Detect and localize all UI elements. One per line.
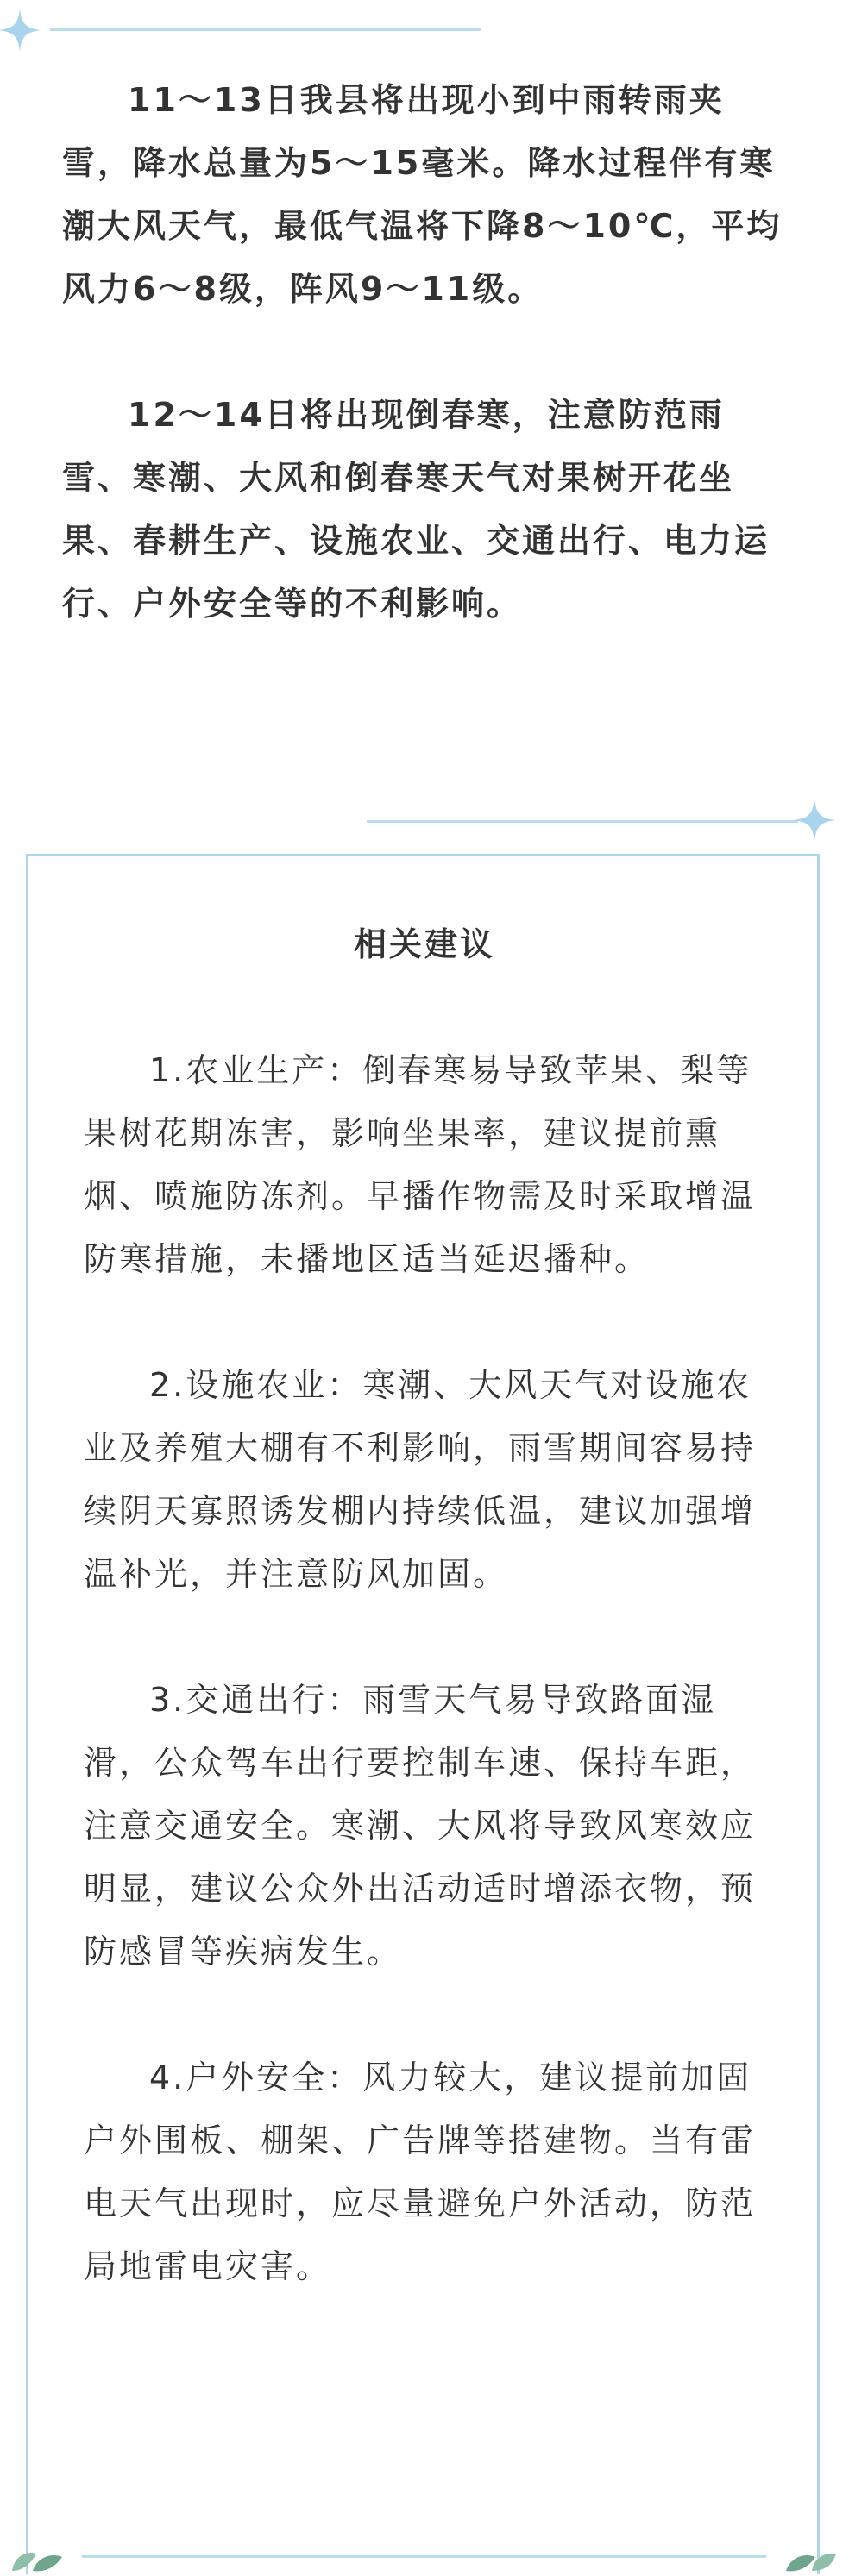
middle-divider-line [367, 820, 798, 823]
intro-paragraph: 12～14日将出现倒春寒，注意防范雨雪、寒潮、大风和倒春寒天气对果树开花坐果、春耕生产、设施农业、交通出行、电力运行、户外安全等的不利影响。 [62, 396, 770, 623]
advice-item: 3.交通出行：雨雪天气易导致路面湿滑，公众驾车出行要控制车速、保持车距，注意交通安全。寒潮、大风将导致风寒效应明显，建议公众外出活动适时增添衣物，预防感冒等疾病发生。 [84, 1681, 757, 1971]
top-divider-line [50, 28, 481, 31]
advice-title: 相关建议 [353, 925, 495, 963]
advice-item: 1.农业生产：倒春寒易导致苹果、梨等果树花期冻害，影响坐果率，建议提前熏烟、喷施防冻剂。早播作物需及时采取增温防寒措施，未播地区适当延迟播种。 [84, 1051, 757, 1278]
advice-item: 4.户外安全：风力较大，建议提前加固户外围板、棚架、广告牌等搭建物。当有雷电天气出现时，应尽量避免户外活动，防范局地雷电灾害。 [84, 2059, 757, 2285]
leaf-icon-left [7, 2540, 67, 2573]
bottom-divider-line [82, 2555, 766, 2558]
advice-item: 2.设施农业：寒潮、大风天气对设施农业及养殖大棚有不利影响，雨雪期间容易持续阴天寡照诱发棚内持续低温，建议加强增温补光，并注意防风加固。 [84, 1366, 757, 1593]
advice-list [84, 1039, 765, 2298]
intro-text [62, 69, 787, 636]
sparkle-icon-right [791, 797, 838, 843]
sparkle-icon-top-left [0, 7, 43, 53]
leaf-icon-right [781, 2540, 841, 2573]
intro-paragraph: 11～13日我县将出现小到中雨转雨夹雪，降水总量为5～15毫米。降水过程伴有寒潮大风天气，最低气温将下降8～10℃，平均风力6～8级，阵风9～11级。 [62, 81, 783, 308]
